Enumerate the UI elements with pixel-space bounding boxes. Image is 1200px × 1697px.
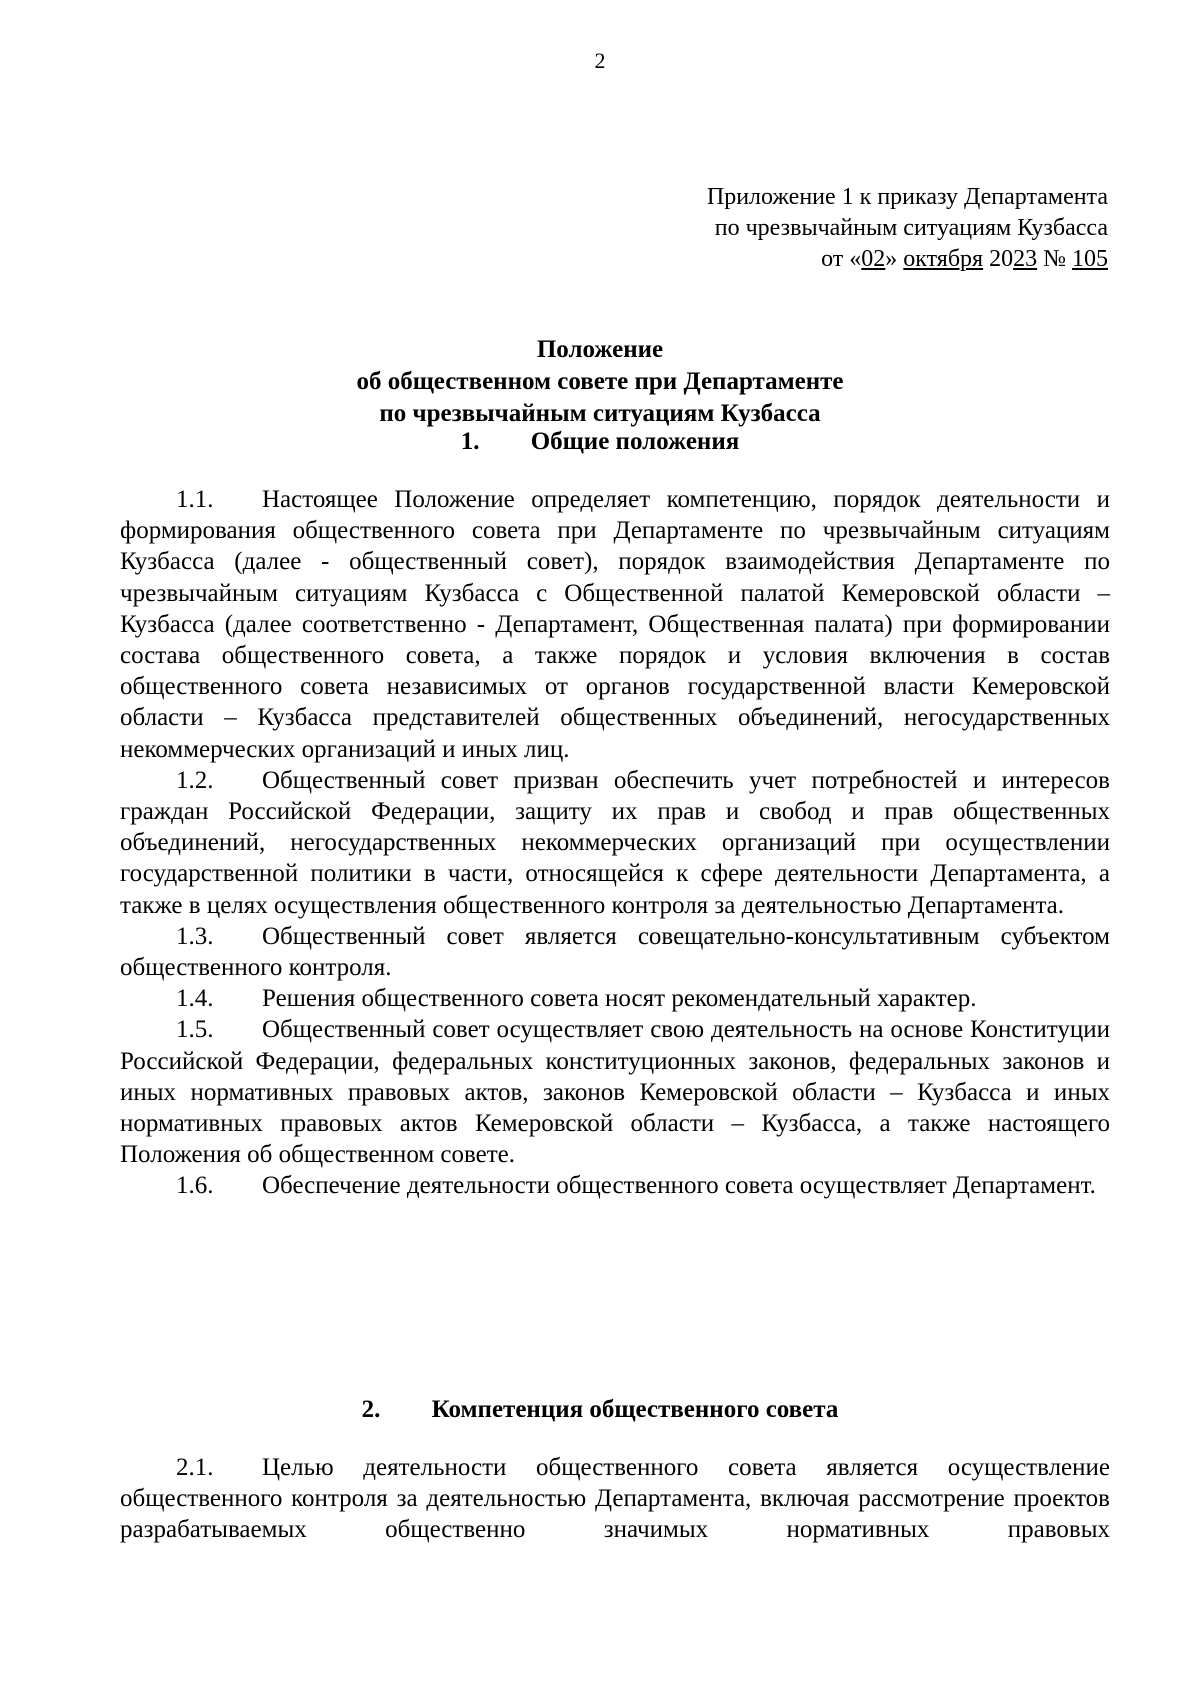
section-1-body	[120, 484, 1110, 1202]
paragraph-1-1	[120, 484, 1110, 765]
paragraph-1-6	[120, 1170, 1110, 1201]
paragraph-2-1	[120, 1452, 1110, 1546]
section-2-heading	[0, 1394, 1200, 1426]
paragraph-1-2	[120, 765, 1110, 921]
paragraph-text: Настоящее Положение определяет компетенцию, порядок деятельности и формирования общественного совета при Департаменте по чрезвычайным ситуациям Кузбасса (далее - общественный совет), порядок взаимодействия Департаменте по чрезвычайным ситуациям Кузбасса с Общественной палатой Кемеровской области – Кузбасса (далее соответственно - Департамент, Общественная палата) при формировании состава общественного совета, а также порядок и условия включения в состав общественного совета независимых от органов государственной власти Кемеровской области – Кузбасса представителей общественных объединений, негосударственных некоммерческих организаций и иных лиц.	[120, 486, 1110, 763]
annex-date-day: 02	[861, 246, 886, 272]
annex-date-year-b: 23	[1013, 246, 1038, 272]
paragraph-text: Решения общественного совета носят рекомендательный характер.	[262, 985, 977, 1013]
paragraph-1-3	[120, 921, 1110, 983]
paragraph-number: 1.5.	[176, 1016, 214, 1044]
annex-date-line	[707, 244, 1108, 275]
annex-header	[707, 182, 1108, 275]
paragraph-text: Общественный совет осуществляет свою деятельность на основе Конституции Российской Федерации, федеральных конституционных законов, федеральных законов и иных нормативных правовых актов, законов Кемеровской области – Кузбасса и иных нормативных правовых актов Кемеровской области – Кузбасса, а также настоящего Положения об общественном совете.	[120, 1016, 1110, 1169]
annex-date-prefix: от «	[821, 246, 862, 272]
paragraph-number: 1.2.	[176, 766, 214, 794]
title-line-1: Положение	[536, 336, 664, 363]
annex-date-year-a: 20	[983, 246, 1014, 272]
section-1-heading	[0, 426, 1200, 458]
annex-line-2: по чрезвычайным ситуациям Кузбасса	[714, 215, 1108, 241]
paragraph-number: 1.6.	[176, 1172, 214, 1200]
section-1-title: Общие положения	[530, 428, 740, 455]
document-title	[0, 334, 1200, 430]
title-line-2: об общественном совете при Департаменте	[356, 368, 844, 395]
paragraph-number: 1.4.	[176, 985, 214, 1013]
page-number: 2	[594, 48, 606, 73]
section-2-title: Компетенция общественного совета	[431, 1396, 839, 1423]
paragraph-1-5	[120, 1014, 1110, 1170]
title-line-3: по чрезвычайным ситуациям Кузбасса	[379, 400, 821, 427]
annex-date-no: №	[1037, 246, 1072, 272]
annex-line-1: Приложение 1 к приказу Департамента	[706, 184, 1108, 210]
paragraph-1-4	[120, 983, 1110, 1014]
section-2-body	[120, 1452, 1110, 1546]
annex-date-mid: »	[885, 246, 904, 272]
annex-order-number: 105	[1072, 246, 1108, 272]
paragraph-number: 1.1.	[176, 486, 214, 513]
paragraph-number: 2.1.	[176, 1454, 214, 1481]
paragraph-text: Целью деятельности общественного совета является осуществление общественного контроля за деятельностью Департамента, включая рассмотрение проектов разрабатываемых общественно значимых нормативных правовых	[120, 1454, 1110, 1544]
paragraph-text: Обеспечение деятельности общественного совета осуществляет Департамент.	[262, 1172, 1096, 1200]
annex-date-month: октября	[903, 246, 984, 272]
paragraph-text: Общественный совет призван обеспечить учет потребностей и интересов граждан Российской Федерации, защиту их прав и свобод и прав общественных объединений, негосударственных некоммерческих организаций при осуществлении государственной политики в части, относящейся к сфере деятельности Департамента, а также в целях осуществления общественного контроля за деятельностью Департамента.	[120, 766, 1110, 919]
paragraph-number: 1.3.	[176, 922, 214, 950]
paragraph-text: Общественный совет является совещательно-консультативным субъектом общественного контроля.	[120, 922, 1110, 982]
section-1-number: 1.	[460, 428, 480, 455]
section-2-number: 2.	[361, 1396, 381, 1423]
